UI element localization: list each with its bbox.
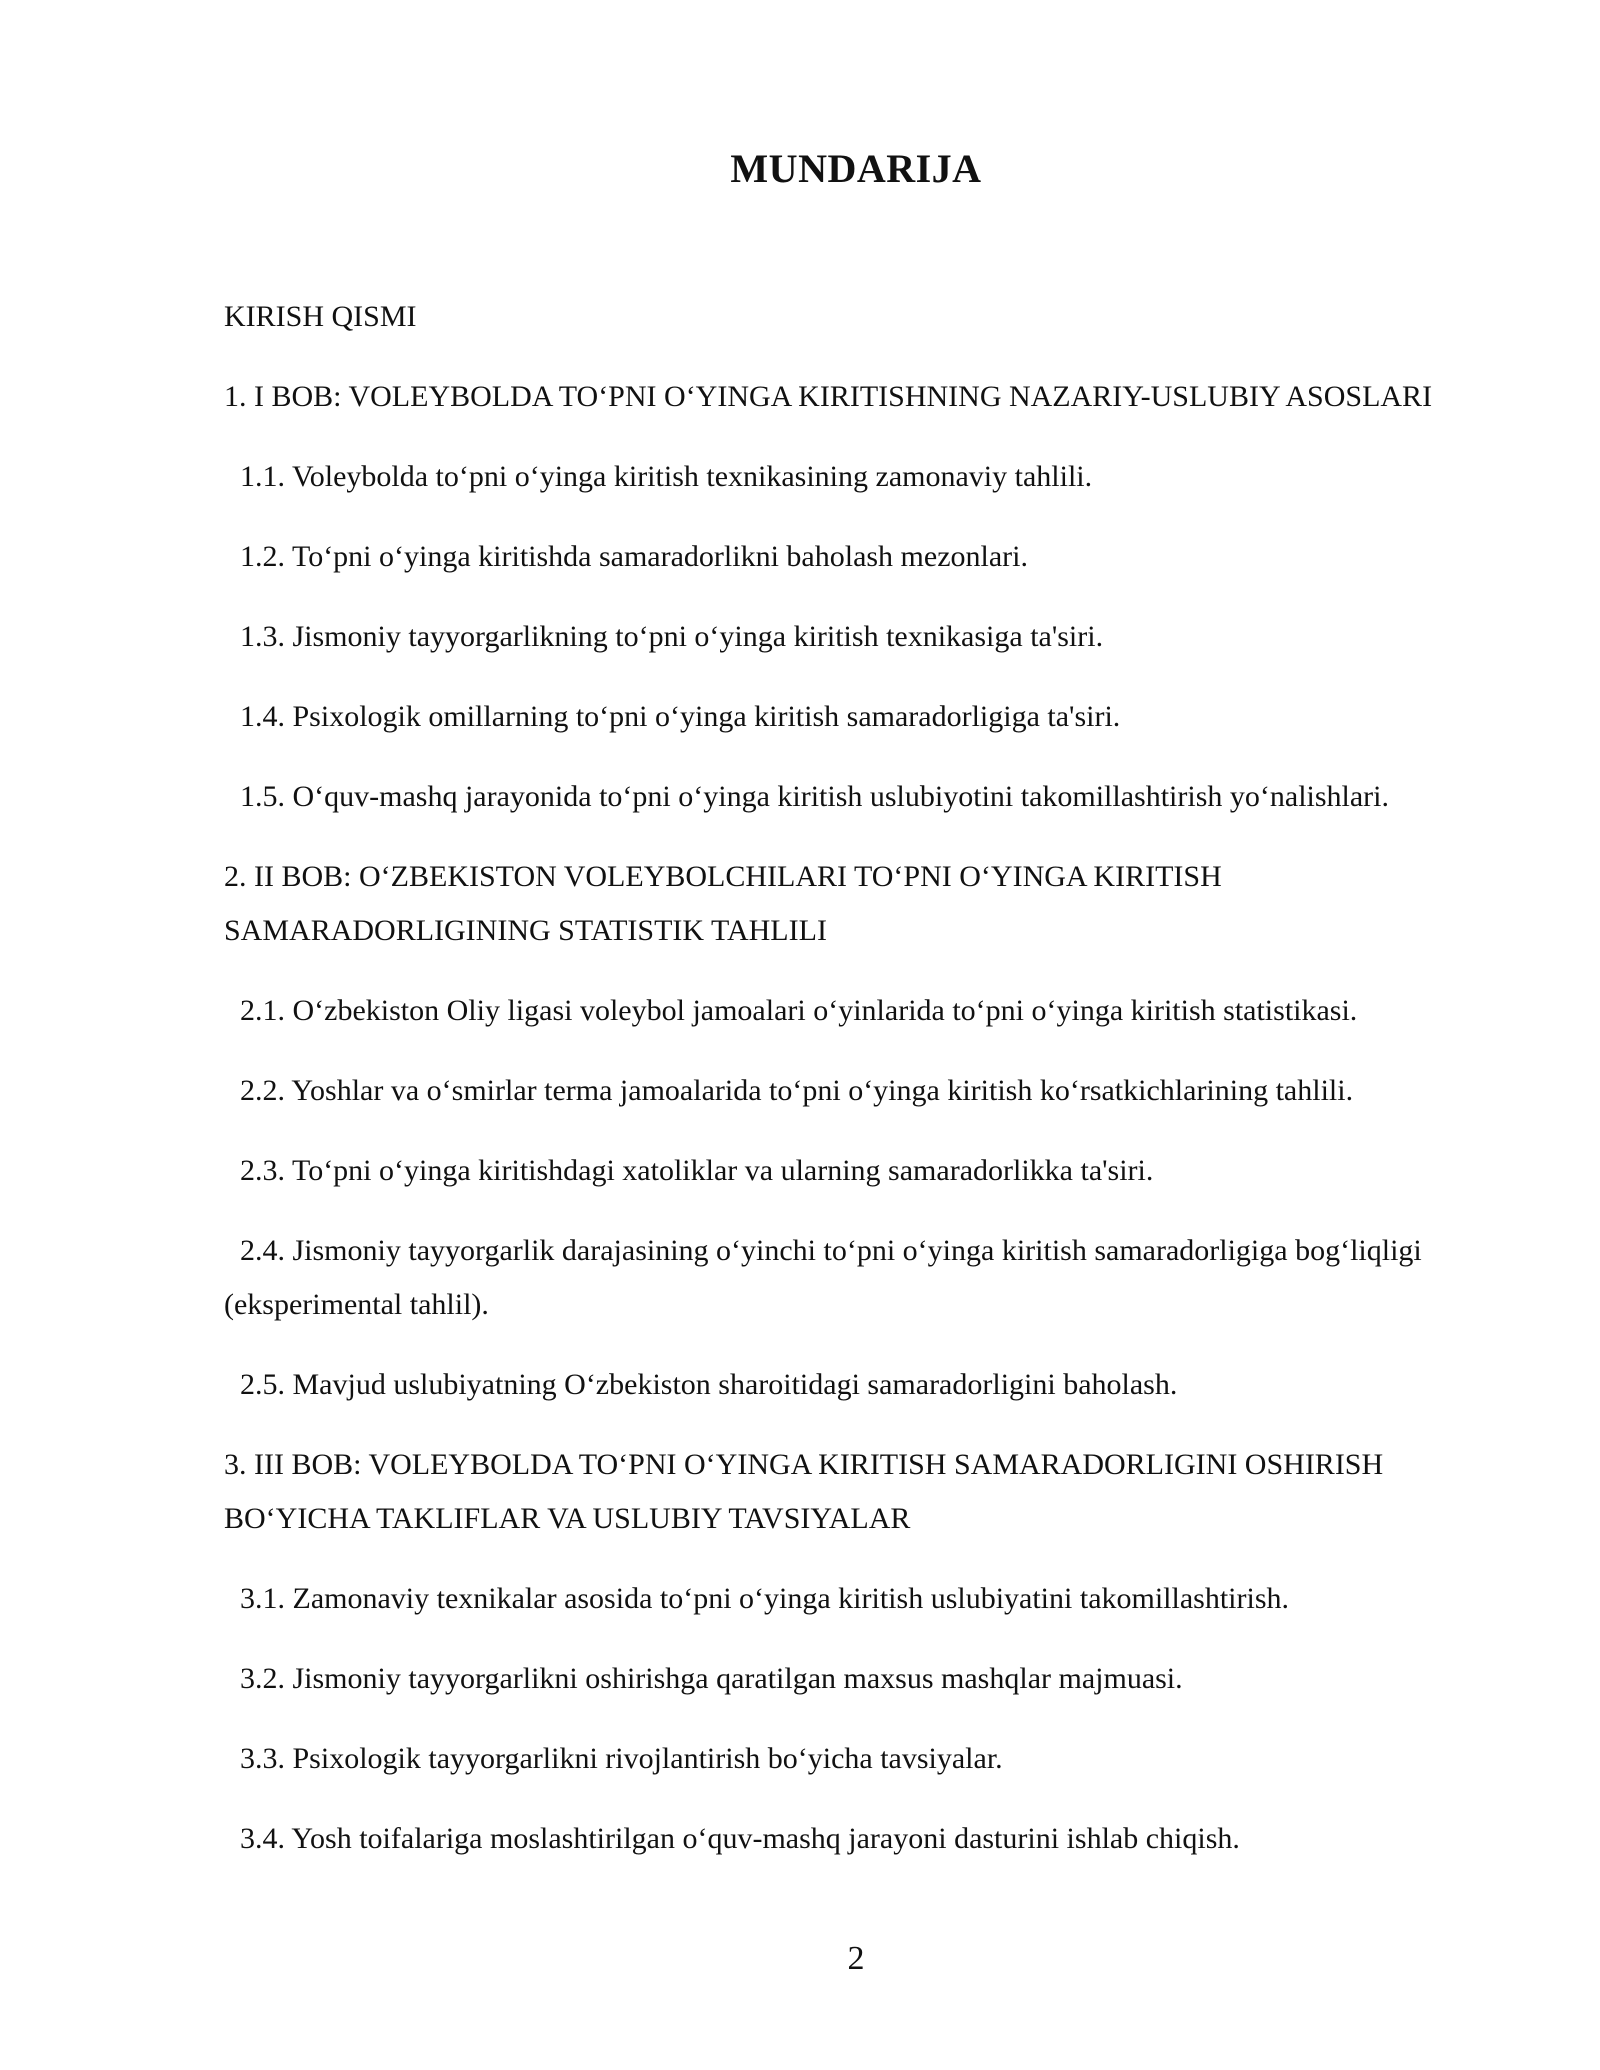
toc-section-2-1: 2.1. O‘zbekiston Oliy ligasi voleybol jamoalari o‘yinlarida to‘pni o‘yinga kiritish statistikasi. (240, 994, 1358, 1027)
toc-section-1-4: 1.4. Psixologik omillarning to‘pni o‘yinga kiritish samaradorligiga ta'siri. (240, 700, 1121, 733)
toc-section-3-4: 3.4. Yosh toifalariga moslashtirilgan o‘quv-mashq jarayoni dasturini ishlab chiqish. (240, 1822, 1240, 1855)
toc-section-1-1: 1.1. Voleybolda to‘pni o‘yinga kiritish texnikasining zamonaviy tahlili. (240, 460, 1093, 493)
toc-chapter-1: 1. I BOB: VOLEYBOLDA TO‘PNI O‘YINGA KIRITISHNING NAZARIY-USLUBIY ASOSLARI (224, 380, 1433, 413)
toc-section-2-2: 2.2. Yoshlar va o‘smirlar terma jamoalarida to‘pni o‘yinga kiritish ko‘rsatkichlarining tahlili. (240, 1074, 1354, 1107)
toc-chapter-3: 3. III BOB: VOLEYBOLDA TO‘PNI O‘YINGA KIRITISH SAMARADORLIGINI OSHIRISH BO‘YICHA TAKLIFLAR VA USLUBIY TAVSIYALAR (224, 1448, 1384, 1535)
toc-section-2-5: 2.5. Mavjud uslubiyatning O‘zbekiston sharoitidagi samaradorligini baholash. (240, 1368, 1178, 1401)
toc-section-1-2: 1.2. To‘pni o‘yinga kiritishda samaradorlikni baholash mezonlari. (240, 540, 1028, 573)
page-title: MUNDARIJA (730, 146, 982, 191)
toc-section-1-5: 1.5. O‘quv-mashq jarayonida to‘pni o‘yinga kiritish uslubiyotini takomillashtirish yo‘nalishlari. (240, 780, 1390, 813)
toc-chapter-2: 2. II BOB: O‘ZBEKISTON VOLEYBOLCHILARI TO‘PNI O‘YINGA KIRITISH SAMARADORLIGINING STATISTIK TAHLILI (224, 860, 1222, 947)
toc-section-3-3: 3.3. Psixologik tayyorgarlikni rivojlantirish bo‘yicha tavsiyalar. (240, 1742, 1003, 1775)
toc-entry-intro: KIRISH QISMI (224, 300, 417, 333)
table-of-contents (224, 290, 1494, 1892)
toc-section-1-3: 1.3. Jismoniy tayyorgarlikning to‘pni o‘yinga kiritish texnikasiga ta'siri. (240, 620, 1104, 653)
toc-section-2-4: 2.4. Jismoniy tayyorgarlik darajasining o‘yinchi to‘pni o‘yinga kiritish samaradorligiga bog‘liqligi (eksperimental tahlil). (224, 1234, 1422, 1321)
toc-section-3-1: 3.1. Zamonaviy texnikalar asosida to‘pni o‘yinga kiritish uslubiyatini takomillashtirish. (240, 1582, 1290, 1615)
toc-section-3-2: 3.2. Jismoniy tayyorgarlikni oshirishga qaratilgan maxsus mashqlar majmuasi. (240, 1662, 1183, 1695)
toc-section-2-3: 2.3. To‘pni o‘yinga kiritishdagi xatoliklar va ularning samaradorlikka ta'siri. (240, 1154, 1154, 1187)
page-number: 2 (847, 1940, 865, 1977)
